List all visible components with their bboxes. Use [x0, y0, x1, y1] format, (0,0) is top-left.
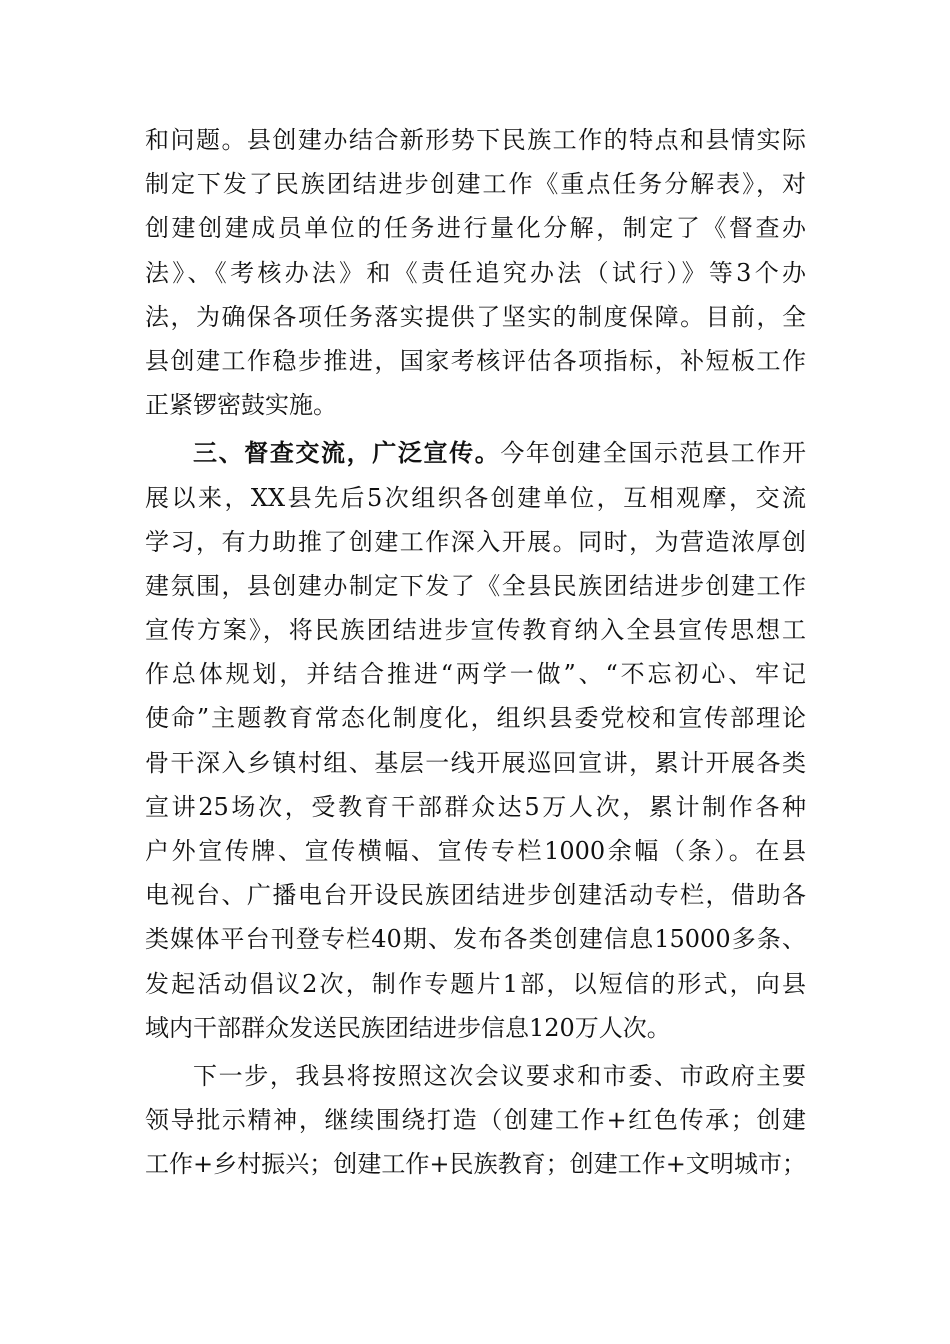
text-line: 使命”主题教育常态化制度化，组织县委党校和宣传部理论 [145, 704, 806, 733]
text-line: 学习，有力助推了创建工作深入开展。同时，为营造浓厚创 [145, 527, 806, 556]
text-line: 正紧锣密鼓实施。 [145, 391, 337, 420]
paragraph-3 [145, 1054, 806, 1187]
text-line: 电视台、广播电台开设民族团结进步创建活动专栏，借助各 [145, 881, 806, 910]
text-line: 骨干深入乡镇村组、基层一线开展巡回宣讲，累计开展各类 [145, 748, 806, 777]
text-line: 下一步，我县将按照这次会议要求和市委、市政府主要 [193, 1061, 806, 1090]
text-line: 发起活动倡议2次，制作专题片1部，以短信的形式，向县 [145, 969, 806, 998]
text-line: 县创建工作稳步推进，国家考核评估各项指标，补短板工作 [145, 346, 806, 375]
text-line [145, 431, 806, 475]
text-line: 创建创建成员单位的任务进行量化分解，制定了《督查办 [145, 214, 806, 243]
section-heading: 三、督查交流，广泛宣传。 [193, 438, 501, 468]
text-line: 法，为确保各项任务落实提供了坚实的制度保障。目前，全 [145, 302, 806, 331]
text-line: 作总体规划，并结合推进“两学一做”、“不忘初心、牢记 [145, 660, 806, 689]
paragraph-1 [145, 118, 806, 427]
document-page [145, 118, 806, 1191]
text-line: 建氛围，县创建办制定下发了《全县民族团结进步创建工作 [145, 571, 806, 600]
text-line: 域内干部群众发送民族团结进步信息120万人次。 [145, 1013, 671, 1042]
text-line: 工作+乡村振兴；创建工作+民族教育；创建工作+文明城市； [145, 1150, 806, 1179]
text-line: 宣讲25场次，受教育干部群众达5万人次，累计制作各种 [145, 792, 806, 821]
text-line: 户外宣传牌、宣传横幅、宣传专栏1000余幅（条）。在县 [145, 837, 806, 865]
text-line: 法》、《考核办法》和《责任追究办法（试行）》等3个办 [145, 258, 806, 287]
paragraph-2 [145, 431, 806, 1050]
text-line: 制定下发了民族团结进步创建工作《重点任务分解表》，对 [145, 170, 806, 199]
text-line: 领导批示精神，继续围绕打造（创建工作+红色传承；创建 [145, 1106, 806, 1135]
text-line: 类媒体平台刊登专栏40期、发布各类创建信息15000多条、 [145, 925, 806, 954]
text-run: 今年创建全国示范县工作开 [500, 439, 807, 468]
text-line: 宣传方案》，将民族团结进步宣传教育纳入全县宣传思想工 [145, 616, 806, 645]
text-line: 和问题。县创建办结合新形势下民族工作的特点和县情实际 [145, 126, 806, 154]
text-line: 展以来，XX县先后5次组织各创建单位，互相观摩，交流 [145, 483, 806, 512]
